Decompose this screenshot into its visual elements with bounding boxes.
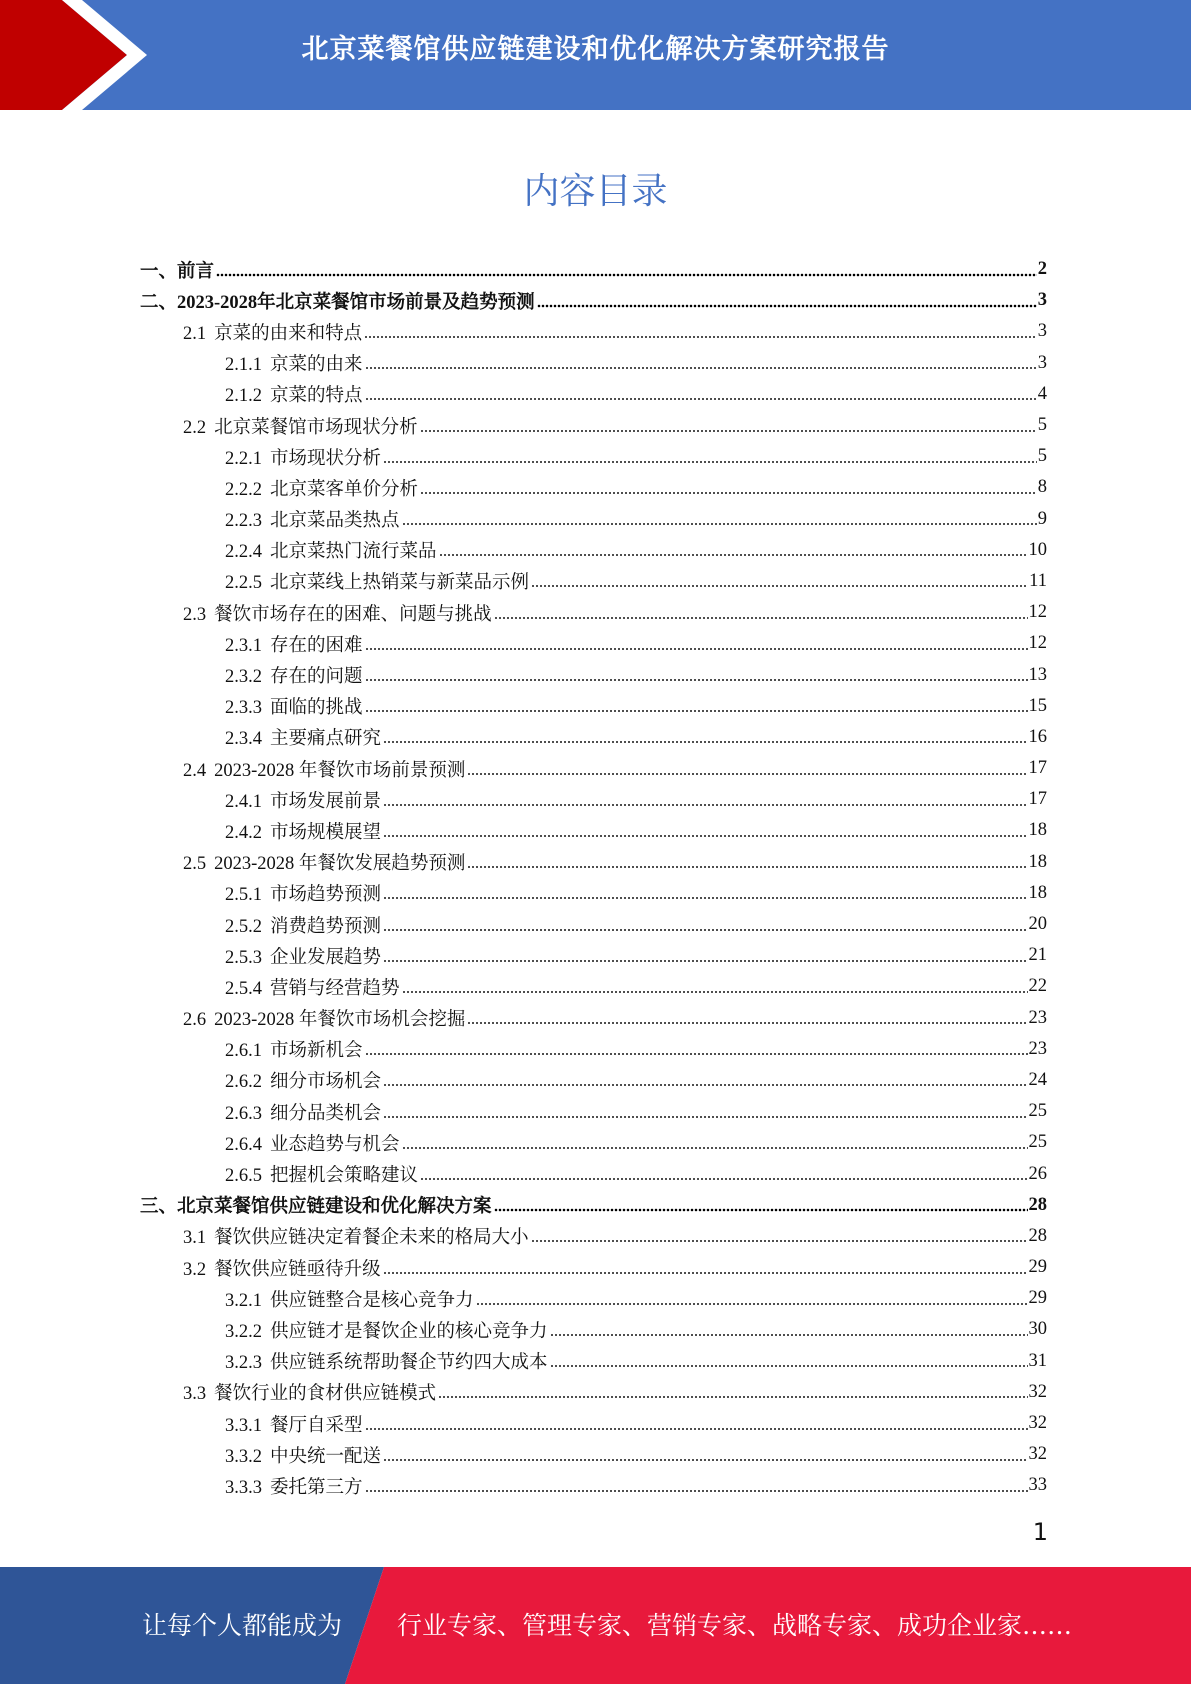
toc-dot-leader xyxy=(216,272,1037,278)
toc-entry-page: 32 xyxy=(1028,1381,1047,1402)
toc-entry-text: 委托第三方 xyxy=(270,1477,363,1498)
toc-entry-text: 北京菜客单价分析 xyxy=(270,479,419,500)
toc-entry[interactable] xyxy=(140,815,1047,846)
toc-entry-page: 25 xyxy=(1028,1101,1047,1122)
toc-entry-number: 2.2.3 xyxy=(225,511,262,532)
toc-entry-label xyxy=(183,1255,383,1281)
toc-entry-text: 细分市场机会 xyxy=(270,1072,382,1093)
toc-entry-page: 13 xyxy=(1028,664,1047,685)
toc-dot-leader xyxy=(420,1176,1027,1182)
toc-entry-page: 3 xyxy=(1037,352,1047,373)
toc-entry-page: 29 xyxy=(1028,1288,1047,1309)
toc-entry-page: 16 xyxy=(1028,726,1047,747)
toc-dot-leader xyxy=(383,1114,1027,1120)
toc-dot-leader xyxy=(467,1020,1027,1026)
table-of-contents xyxy=(140,254,1047,1502)
toc-dot-leader xyxy=(438,1394,1027,1400)
toc-entry-label xyxy=(225,1161,420,1187)
toc-entry-text: 餐饮市场存在的困难、问题与挑战 xyxy=(214,604,492,625)
toc-entry-text: 市场新机会 xyxy=(270,1041,363,1062)
toc-heading: 内容目录 xyxy=(523,171,668,212)
toc-entry[interactable] xyxy=(140,784,1047,815)
toc-entry[interactable] xyxy=(140,909,1047,940)
toc-entry[interactable] xyxy=(140,1283,1047,1314)
toc-entry-label xyxy=(225,568,531,594)
toc-entry-page: 31 xyxy=(1028,1350,1047,1371)
toc-dot-leader xyxy=(383,833,1027,839)
toc-entry-page: 33 xyxy=(1028,1475,1047,1496)
toc-entry[interactable] xyxy=(140,1127,1047,1158)
toc-entry-label xyxy=(225,943,383,969)
toc-entry-text: 市场发展前景 xyxy=(270,791,382,812)
toc-entry-label xyxy=(225,693,365,719)
toc-entry-label xyxy=(225,1099,383,1125)
toc-entry[interactable] xyxy=(140,878,1047,909)
toc-dot-leader xyxy=(365,677,1028,683)
toc-entry[interactable] xyxy=(140,285,1047,316)
toc-entry-number: 2.5.3 xyxy=(225,947,262,968)
toc-entry-label xyxy=(225,631,365,657)
toc-entry-number: 2.5.1 xyxy=(225,885,262,906)
toc-entry-number: 3.1 xyxy=(183,1228,207,1249)
toc-dot-leader xyxy=(383,958,1027,964)
toc-entry-text: 主要痛点研究 xyxy=(270,729,382,750)
toc-entry[interactable] xyxy=(140,504,1047,535)
toc-entry-page: 5 xyxy=(1037,446,1047,467)
toc-entry-number: 2.2.2 xyxy=(225,479,262,500)
toc-entry-number: 3.2.3 xyxy=(225,1353,262,1374)
toc-entry[interactable] xyxy=(140,441,1047,472)
toc-entry-label xyxy=(225,1442,383,1468)
toc-dot-leader xyxy=(383,459,1037,465)
toc-entry-page: 10 xyxy=(1028,539,1047,560)
toc-entry-page: 5 xyxy=(1037,415,1047,436)
toc-entry-label xyxy=(225,880,383,906)
toc-entry[interactable] xyxy=(140,753,1047,784)
toc-entry-text: 存在的困难 xyxy=(270,635,363,656)
toc-dot-leader xyxy=(365,365,1037,371)
toc-entry-label xyxy=(183,1223,531,1249)
toc-entry[interactable] xyxy=(140,472,1047,503)
toc-entry[interactable] xyxy=(140,1003,1047,1034)
toc-entry-label xyxy=(225,724,383,750)
page-number: 1 xyxy=(1032,1518,1048,1546)
toc-entry-label xyxy=(225,381,365,407)
toc-entry-text: 餐饮供应链决定着餐企未来的格局大小 xyxy=(214,1228,529,1249)
toc-entry-page: 11 xyxy=(1029,570,1047,591)
toc-entry-label xyxy=(225,1473,365,1499)
toc-entry-page: 30 xyxy=(1028,1319,1047,1340)
toc-entry[interactable] xyxy=(140,1065,1047,1096)
toc-entry-number: 3.3 xyxy=(183,1384,207,1405)
toc-entry[interactable] xyxy=(140,1377,1047,1408)
toc-entry-label xyxy=(225,974,402,1000)
toc-entry-page: 24 xyxy=(1028,1069,1047,1090)
toc-entry-page: 18 xyxy=(1028,820,1047,841)
toc-entry-number: 3.2.1 xyxy=(225,1290,262,1311)
toc-dot-leader xyxy=(550,1332,1028,1338)
toc-entry-number: 2.4.1 xyxy=(225,791,262,812)
toc-dot-leader xyxy=(402,521,1037,527)
toc-dot-leader xyxy=(494,1207,1028,1213)
toc-entry-text: 北京菜品类热点 xyxy=(270,511,400,532)
toc-entry-text: 市场趋势预测 xyxy=(270,885,382,906)
toc-entry-label xyxy=(225,1411,365,1437)
toc-entry-text: 面临的挑战 xyxy=(270,698,363,719)
document-title: 北京菜餐馆供应链建设和优化解决方案研究报告 xyxy=(301,34,890,65)
toc-entry-number: 3.2 xyxy=(183,1259,207,1280)
toc-entry-page: 3 xyxy=(1037,290,1047,311)
toc-entry-page: 12 xyxy=(1028,633,1047,654)
toc-dot-leader xyxy=(383,895,1027,901)
toc-entry-label xyxy=(225,1348,550,1374)
toc-dot-leader xyxy=(365,1488,1028,1494)
toc-entry-number: 2.6.4 xyxy=(225,1134,262,1155)
footer-banner xyxy=(0,1567,1191,1684)
toc-entry-number: 2.3.3 xyxy=(225,698,262,719)
toc-entry-page: 28 xyxy=(1028,1194,1047,1215)
toc-entry-number: 2.6.2 xyxy=(225,1072,262,1093)
toc-dot-leader xyxy=(383,802,1027,808)
toc-entry-text: 供应链整合是核心竞争力 xyxy=(270,1290,474,1311)
toc-entry-text: 餐厅自采型 xyxy=(270,1415,363,1436)
toc-dot-leader xyxy=(365,646,1028,652)
toc-entry-page: 18 xyxy=(1028,851,1047,872)
toc-dot-leader xyxy=(383,1457,1027,1463)
toc-entry-number: 2.1.1 xyxy=(225,355,262,376)
toc-dot-leader xyxy=(365,396,1037,402)
toc-entry-text: 2023-2028 年餐饮发展趋势预测 xyxy=(214,854,466,875)
toc-entry-label xyxy=(225,1286,476,1312)
toc-dot-leader xyxy=(364,334,1037,340)
toc-entry-number: 2.3 xyxy=(183,604,207,625)
toc-entry-label xyxy=(225,475,420,501)
toc-entry-number: 2.3.4 xyxy=(225,729,262,750)
toc-entry-number: 2.3.2 xyxy=(225,667,262,688)
toc-entry-page: 17 xyxy=(1028,789,1047,810)
toc-entry-page: 3 xyxy=(1037,321,1047,342)
toc-entry[interactable] xyxy=(140,566,1047,597)
toc-entry-number: 3.3.1 xyxy=(225,1415,262,1436)
toc-entry-page: 25 xyxy=(1028,1132,1047,1153)
toc-entry-label xyxy=(225,1067,383,1093)
toc-entry-label xyxy=(225,1317,550,1343)
toc-entry-number: 2.1 xyxy=(183,323,207,344)
toc-entry-page: 26 xyxy=(1028,1163,1047,1184)
toc-entry-label xyxy=(225,662,365,688)
toc-entry[interactable] xyxy=(140,410,1047,441)
toc-entry-number: 3.2.2 xyxy=(225,1321,262,1342)
toc-entry[interactable] xyxy=(140,659,1047,690)
toc-entry[interactable] xyxy=(140,1158,1047,1189)
toc-entry-text: 京菜的由来 xyxy=(270,355,363,376)
toc-entry-page: 15 xyxy=(1028,695,1047,716)
toc-entry[interactable] xyxy=(140,1408,1047,1439)
toc-entry-text: 京菜的由来和特点 xyxy=(214,323,363,344)
toc-entry-text: 消费趋势预测 xyxy=(270,916,382,937)
toc-entry[interactable] xyxy=(140,1470,1047,1501)
toc-entry[interactable] xyxy=(140,254,1047,285)
toc-entry-label xyxy=(225,350,365,376)
toc-dot-leader xyxy=(439,552,1028,558)
toc-entry[interactable] xyxy=(140,722,1047,753)
toc-entry-label xyxy=(183,1379,438,1405)
toc-entry[interactable] xyxy=(140,847,1047,878)
toc-entry-number: 2.4 xyxy=(183,760,207,781)
toc-entry[interactable] xyxy=(140,1221,1047,1252)
toc-entry-page: 12 xyxy=(1028,602,1047,623)
toc-entry-number: 2.2.1 xyxy=(225,448,262,469)
toc-entry-page: 2 xyxy=(1037,259,1047,280)
toc-entry[interactable] xyxy=(140,1190,1047,1221)
toc-dot-leader xyxy=(365,1426,1028,1432)
toc-entry-text: 把握机会策略建议 xyxy=(270,1166,419,1187)
toc-entry-page: 17 xyxy=(1028,758,1047,779)
toc-entry-page: 8 xyxy=(1037,477,1047,498)
toc-dot-leader xyxy=(550,1363,1028,1369)
toc-entry[interactable] xyxy=(140,1346,1047,1377)
toc-entry-number: 2.5.4 xyxy=(225,978,262,999)
toc-entry-label xyxy=(183,413,420,439)
toc-entry[interactable] xyxy=(140,597,1047,628)
toc-entry[interactable] xyxy=(140,971,1047,1002)
toc-entry-text: 北京菜线上热销菜与新菜品示例 xyxy=(270,573,530,594)
toc-entry-label xyxy=(183,600,494,626)
header-banner xyxy=(0,0,1191,110)
toc-entry-number: 2.4.2 xyxy=(225,822,262,843)
toc-dot-leader xyxy=(420,490,1037,496)
toc-dot-leader xyxy=(537,303,1037,309)
toc-entry-number: 2.1.2 xyxy=(225,386,262,407)
toc-dot-leader xyxy=(531,583,1028,589)
toc-entry-number: 2.3.1 xyxy=(225,635,262,656)
toc-entry-text: 北京菜餐馆市场现状分析 xyxy=(214,417,418,438)
toc-entry-label xyxy=(183,756,467,782)
toc-entry-page: 29 xyxy=(1028,1257,1047,1278)
footer-slogan-right: 行业专家、管理专家、营销专家、战略专家、成功企业家…… xyxy=(397,1611,1073,1640)
toc-entry-text: 市场现状分析 xyxy=(270,448,382,469)
toc-entry-text: 市场规模展望 xyxy=(270,822,382,843)
toc-entry-label xyxy=(183,319,364,345)
toc-entry-text: 营销与经营趋势 xyxy=(270,978,400,999)
toc-entry-text: 餐饮行业的食材供应链模式 xyxy=(214,1384,437,1405)
footer-slogan-left: 让每个人都能成为 xyxy=(142,1611,343,1640)
toc-entry-page: 23 xyxy=(1028,1007,1047,1028)
toc-entry-number: 2.6.3 xyxy=(225,1103,262,1124)
toc-entry-number: 2.5.2 xyxy=(225,916,262,937)
toc-entry-label xyxy=(140,1192,494,1218)
toc-entry-label xyxy=(183,849,467,875)
toc-entry-page: 32 xyxy=(1028,1444,1047,1465)
toc-entry[interactable] xyxy=(140,628,1047,659)
toc-dot-leader xyxy=(383,1082,1027,1088)
toc-entry-text: 中央统一配送 xyxy=(270,1446,382,1467)
toc-entry-label xyxy=(225,818,383,844)
toc-entry-text: 2023-2028 年餐饮市场前景预测 xyxy=(214,760,466,781)
toc-entry-page: 4 xyxy=(1037,383,1047,404)
toc-entry[interactable] xyxy=(140,348,1047,379)
toc-entry-number: 2.6.5 xyxy=(225,1166,262,1187)
toc-entry[interactable] xyxy=(140,316,1047,347)
toc-entry-label xyxy=(225,537,439,563)
toc-entry-page: 20 xyxy=(1028,914,1047,935)
toc-entry-number: 2.2 xyxy=(183,417,207,438)
toc-entry-label xyxy=(140,288,537,314)
toc-entry-text: 一、前言 xyxy=(140,261,215,282)
toc-entry[interactable] xyxy=(140,1314,1047,1345)
toc-entry-label xyxy=(225,912,383,938)
toc-entry-page: 22 xyxy=(1028,976,1047,997)
toc-entry-text: 二、2023-2028年北京菜餐馆市场前景及趋势预测 xyxy=(140,292,535,313)
toc-entry[interactable] xyxy=(140,1439,1047,1470)
toc-entry-text: 2023-2028 年餐饮市场机会挖掘 xyxy=(214,1010,466,1031)
toc-entry-text: 企业发展趋势 xyxy=(270,947,382,968)
toc-entry[interactable] xyxy=(140,1034,1047,1065)
toc-entry-number: 2.6.1 xyxy=(225,1041,262,1062)
toc-entry-text: 三、北京菜餐馆供应链建设和优化解决方案 xyxy=(140,1197,492,1218)
toc-entry-label xyxy=(225,1130,402,1156)
toc-entry-page: 9 xyxy=(1037,508,1047,529)
toc-entry-text: 供应链才是餐饮企业的核心竞争力 xyxy=(270,1321,548,1342)
toc-entry-number: 2.5 xyxy=(183,854,207,875)
toc-entry-label xyxy=(225,787,383,813)
toc-entry-text: 北京菜热门流行菜品 xyxy=(270,542,437,563)
toc-entry[interactable] xyxy=(140,1252,1047,1283)
toc-entry[interactable] xyxy=(140,940,1047,971)
toc-entry-text: 存在的问题 xyxy=(270,667,363,688)
toc-entry-label xyxy=(183,1005,467,1031)
toc-entry-text: 餐饮供应链亟待升级 xyxy=(214,1259,381,1280)
toc-entry[interactable] xyxy=(140,691,1047,722)
toc-dot-leader xyxy=(402,989,1028,995)
toc-entry-label xyxy=(225,506,402,532)
toc-entry-text: 细分品类机会 xyxy=(270,1103,382,1124)
toc-entry-label xyxy=(140,257,216,283)
toc-entry[interactable] xyxy=(140,1096,1047,1127)
toc-dot-leader xyxy=(365,708,1028,714)
toc-entry-label xyxy=(225,444,383,470)
toc-entry-number: 3.3.3 xyxy=(225,1477,262,1498)
toc-dot-leader xyxy=(467,771,1027,777)
toc-entry-page: 21 xyxy=(1028,945,1047,966)
toc-entry-page: 18 xyxy=(1028,882,1047,903)
toc-entry-number: 2.2.5 xyxy=(225,573,262,594)
toc-dot-leader xyxy=(383,1270,1028,1276)
toc-dot-leader xyxy=(420,428,1037,434)
toc-dot-leader xyxy=(383,927,1027,933)
toc-entry[interactable] xyxy=(140,535,1047,566)
toc-entry-number: 2.2.4 xyxy=(225,542,262,563)
toc-entry-number: 3.3.2 xyxy=(225,1446,262,1467)
toc-entry-text: 业态趋势与机会 xyxy=(270,1134,400,1155)
toc-entry-page: 23 xyxy=(1028,1038,1047,1059)
toc-entry-page: 32 xyxy=(1028,1413,1047,1434)
toc-entry-text: 供应链系统帮助餐企节约四大成本 xyxy=(270,1353,548,1374)
toc-dot-leader xyxy=(402,1145,1028,1151)
toc-dot-leader xyxy=(531,1238,1028,1244)
toc-entry-text: 京菜的特点 xyxy=(270,386,363,407)
toc-dot-leader xyxy=(383,739,1027,745)
toc-dot-leader xyxy=(467,864,1027,870)
toc-dot-leader xyxy=(476,1301,1028,1307)
toc-dot-leader xyxy=(365,1051,1028,1057)
toc-entry-label xyxy=(225,1036,365,1062)
toc-dot-leader xyxy=(494,615,1028,621)
toc-entry[interactable] xyxy=(140,379,1047,410)
toc-entry-number: 2.6 xyxy=(183,1010,207,1031)
toc-entry-page: 28 xyxy=(1028,1225,1047,1246)
